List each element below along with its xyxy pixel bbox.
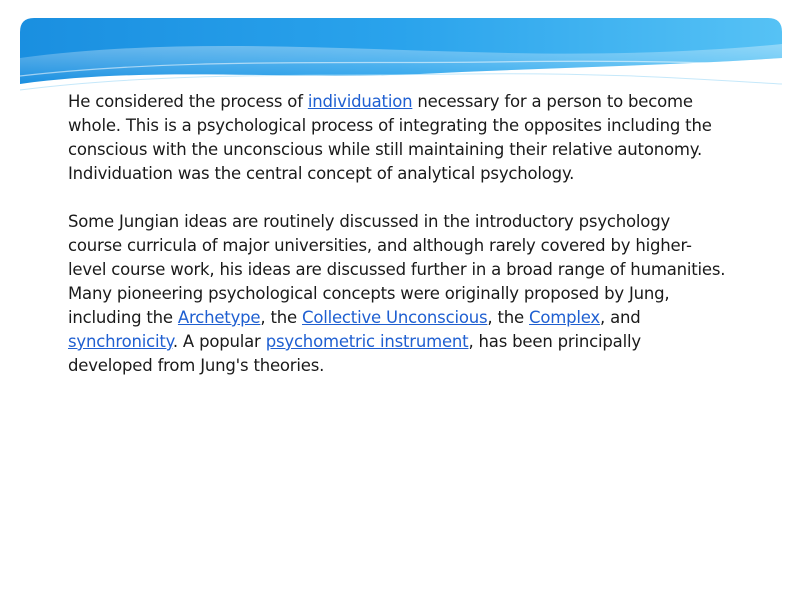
paragraph-individuation (68, 90, 728, 186)
link-synchronicity[interactable]: synchronicity (68, 332, 173, 351)
link-archetype[interactable]: Archetype (177, 308, 261, 327)
body-text (68, 90, 728, 378)
link-psychometric-instrument[interactable]: psychometric instrument (265, 332, 469, 351)
paragraph-jungian-ideas (68, 210, 728, 378)
text-run: , the (260, 308, 302, 327)
text-run: Some Jungian ideas are routinely discussed in the introductory psychology course curricula of major universities, and although rarely covered by higher-level course work, his ideas are discussed further in a broad range of humanities. Many pioneering psychological concepts were originally proposed by Jung, including the (68, 212, 726, 327)
link-complex[interactable]: Complex (529, 308, 600, 327)
text-run: . A popular (172, 332, 266, 351)
text-run: necessary for a person to become whole. This is a psychological process of integrating the opposites including the conscious with the unconscious while still maintaining their relative autonomy. Individuation was the central concept of analytical psychology. (68, 92, 712, 183)
text-run: , has been principally developed from Jung's theories. (68, 332, 641, 375)
text-run: He considered the process of (68, 92, 308, 111)
text-run: , the (487, 308, 530, 327)
link-collective-unconscious[interactable]: Collective Unconscious (302, 308, 488, 327)
link-individuation[interactable]: individuation (307, 92, 413, 111)
text-run: , and (600, 308, 641, 327)
